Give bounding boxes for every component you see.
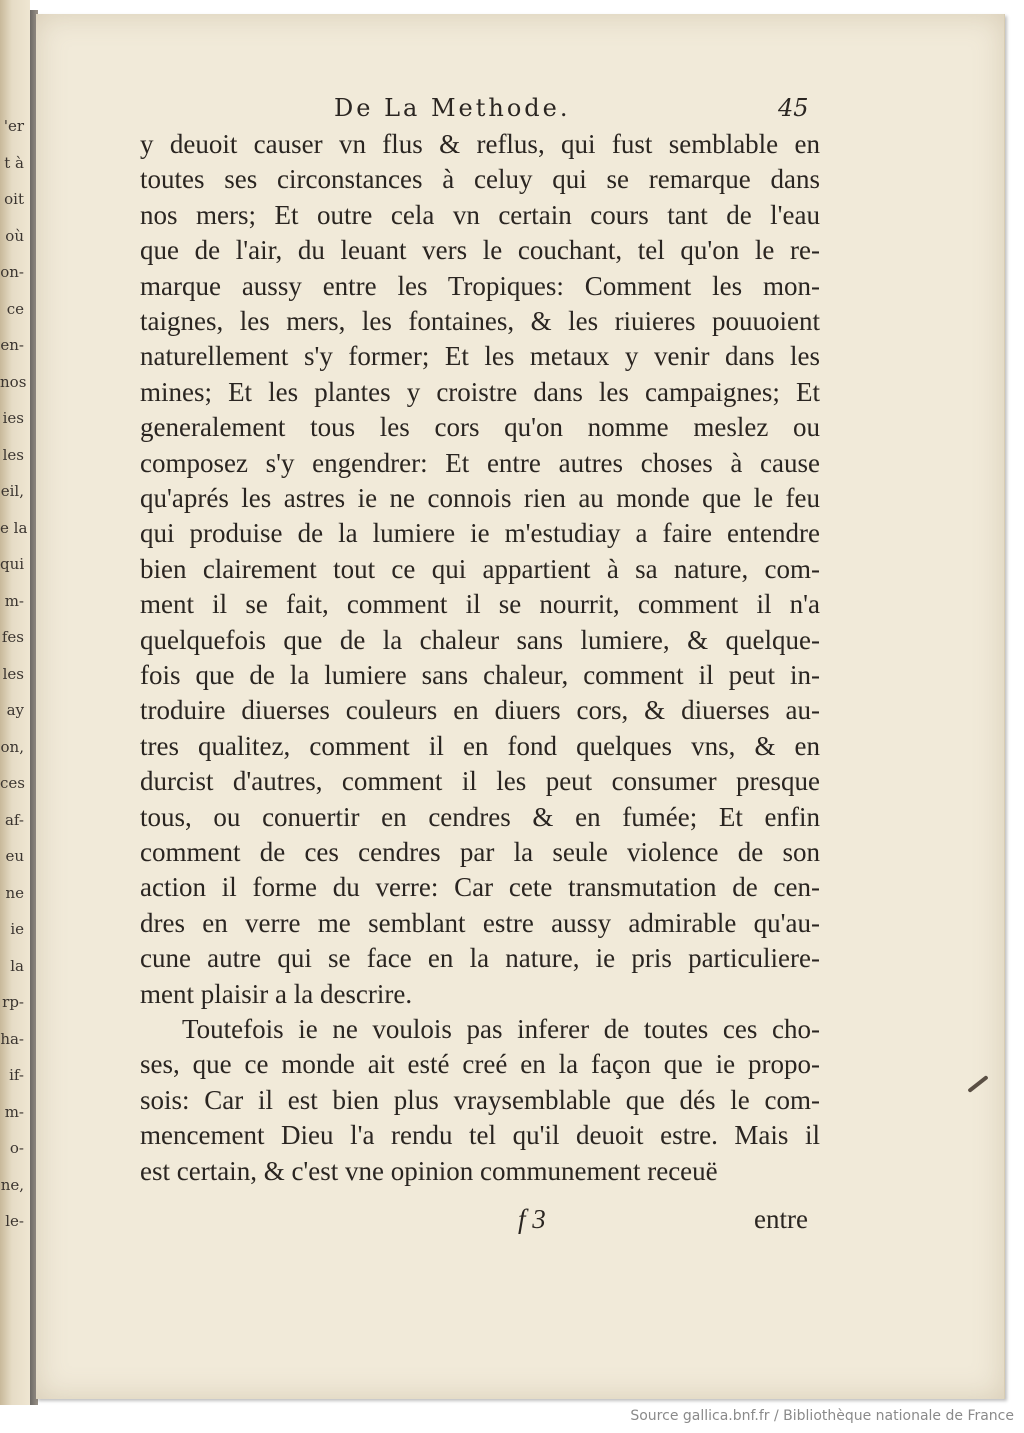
- text-line: mines; Et les plantes y croistre dans les campaignes; Et: [140, 376, 820, 407]
- previous-page-fragment: eu: [5, 847, 24, 865]
- text-line: naturellement s'y former; Et les metaux y venir dans les: [140, 341, 820, 372]
- running-head: De La Methode.: [334, 94, 571, 122]
- previous-page-fragment: 'er: [3, 117, 24, 135]
- previous-page-fragment: la: [10, 956, 24, 975]
- text-line: marque aussy entre les Tropiques: Comment les mon-: [140, 270, 820, 301]
- page-number: 45: [778, 94, 809, 122]
- previous-page-fragment: m-: [4, 591, 24, 610]
- previous-page-fragment: rp-: [2, 993, 24, 1011]
- text-line: tres qualitez, comment il en fond quelques vns, & en: [140, 730, 820, 761]
- previous-page-fragment: ne,: [0, 1175, 24, 1194]
- text-line: est certain, & c'est vne opinion communement receuë: [140, 1155, 718, 1186]
- previous-page-fragment: qui: [0, 555, 25, 573]
- previous-page-fragment: ay: [6, 701, 24, 719]
- previous-page-fragment: m-: [4, 1102, 24, 1121]
- text-line: taignes, les mers, les fontaines, & les riuieres pouuoient: [140, 306, 820, 336]
- previous-page-fragment: oit: [4, 190, 24, 208]
- text-line: mencement Dieu l'a rendu tel qu'il deuoit estre. Mais il: [140, 1120, 820, 1151]
- text-line: troduire diuerses couleurs en diuers cors, & diuerses au-: [140, 695, 820, 726]
- text-line: action il forme du verre: Car cete transmutation de cen-: [140, 872, 820, 903]
- text-line: cune autre qui se face en la nature, ie pris particuliere-: [140, 943, 820, 974]
- text-line: Toutefois ie ne voulois pas inferer de toutes ces cho-: [182, 1014, 820, 1044]
- previous-page-fragment: ne: [5, 883, 24, 902]
- previous-page-fragment: ies: [2, 409, 24, 427]
- previous-page-edge: [0, 0, 30, 1405]
- previous-page-fragment: on-: [0, 263, 24, 281]
- previous-page-fragment: af-: [4, 810, 24, 829]
- previous-page-fragment: o-: [9, 1139, 24, 1157]
- previous-page-fragment: les: [2, 664, 24, 683]
- text-line: quelquefois que de la chaleur sans lumiere, & quelque-: [140, 624, 820, 655]
- text-line: nos mers; Et outre cela vn certain cours tant de l'eau: [140, 199, 820, 230]
- previous-page-fragment: les: [2, 445, 24, 464]
- text-line: toutes ses circonstances à celuy qui se remarque dans: [140, 164, 820, 195]
- text-line: y deuoit causer vn flus & reflus, qui fust semblable en: [140, 129, 820, 159]
- text-line: durcist d'autres, comment il les peut consumer presque: [140, 766, 820, 797]
- text-line: tous, ou conuertir en cendres & en fumée; Et enfin: [140, 801, 820, 832]
- text-line: comment de ces cendres par la seule violence de son: [140, 837, 820, 867]
- previous-page-fragment: en-: [0, 336, 24, 354]
- previous-page-fragment: t à: [4, 153, 24, 172]
- previous-page-fragment: e la: [0, 518, 28, 537]
- previous-page-fragment: on,: [0, 737, 24, 756]
- previous-page-fragment: nos: [0, 372, 27, 391]
- catchword: entre: [754, 1204, 808, 1234]
- text-line: que de l'air, du leuant vers le couchant, tel qu'on le re-: [140, 235, 820, 266]
- text-line: qui produise de la lumiere ie m'estudiay a faire entendre: [140, 518, 820, 549]
- previous-page-fragment: if-: [9, 1066, 24, 1084]
- previous-page-fragment: eil,: [0, 482, 24, 500]
- text-line: generalement tous les cors qu'on nomme meslez ou: [140, 412, 820, 443]
- text-line: fois que de la lumiere sans chaleur, comment il peut in-: [140, 660, 820, 690]
- text-line: qu'aprés les astres ie ne connois rien au monde que le feu: [140, 483, 820, 513]
- text-line: sois: Car il est bien plus vraysemblable que dés le com-: [140, 1084, 820, 1115]
- previous-page-fragment: ha-: [0, 1029, 24, 1048]
- text-line: ment il se fait, comment il se nourrit, comment il n'a: [140, 589, 820, 620]
- signature-mark: f 3: [518, 1204, 546, 1234]
- previous-page-fragment: où: [5, 226, 24, 245]
- previous-page-fragment: ces: [0, 774, 25, 792]
- text-line: ses, que ce monde ait esté creé en la façon que ie propo-: [140, 1049, 820, 1080]
- text-line: dres en verre me semblant estre aussy admirable qu'au-: [140, 907, 820, 938]
- text-line: composez s'y engendrer: Et entre autres choses à cause: [140, 447, 820, 478]
- book-page: [36, 14, 1005, 1399]
- previous-page-fragment: le-: [5, 1212, 24, 1230]
- source-footer: Source gallica.bnf.fr / Bibliothèque nationale de France: [630, 1408, 1014, 1424]
- text-line: ment plaisir a la descrire.: [140, 978, 413, 1009]
- previous-page-fragment: fes: [1, 628, 24, 646]
- previous-page-fragment: ce: [6, 299, 24, 318]
- text-line: bien clairement tout ce qui appartient à sa nature, com-: [140, 553, 820, 584]
- ink-stroke-mark: [967, 1075, 988, 1093]
- previous-page-fragment: ie: [10, 920, 24, 938]
